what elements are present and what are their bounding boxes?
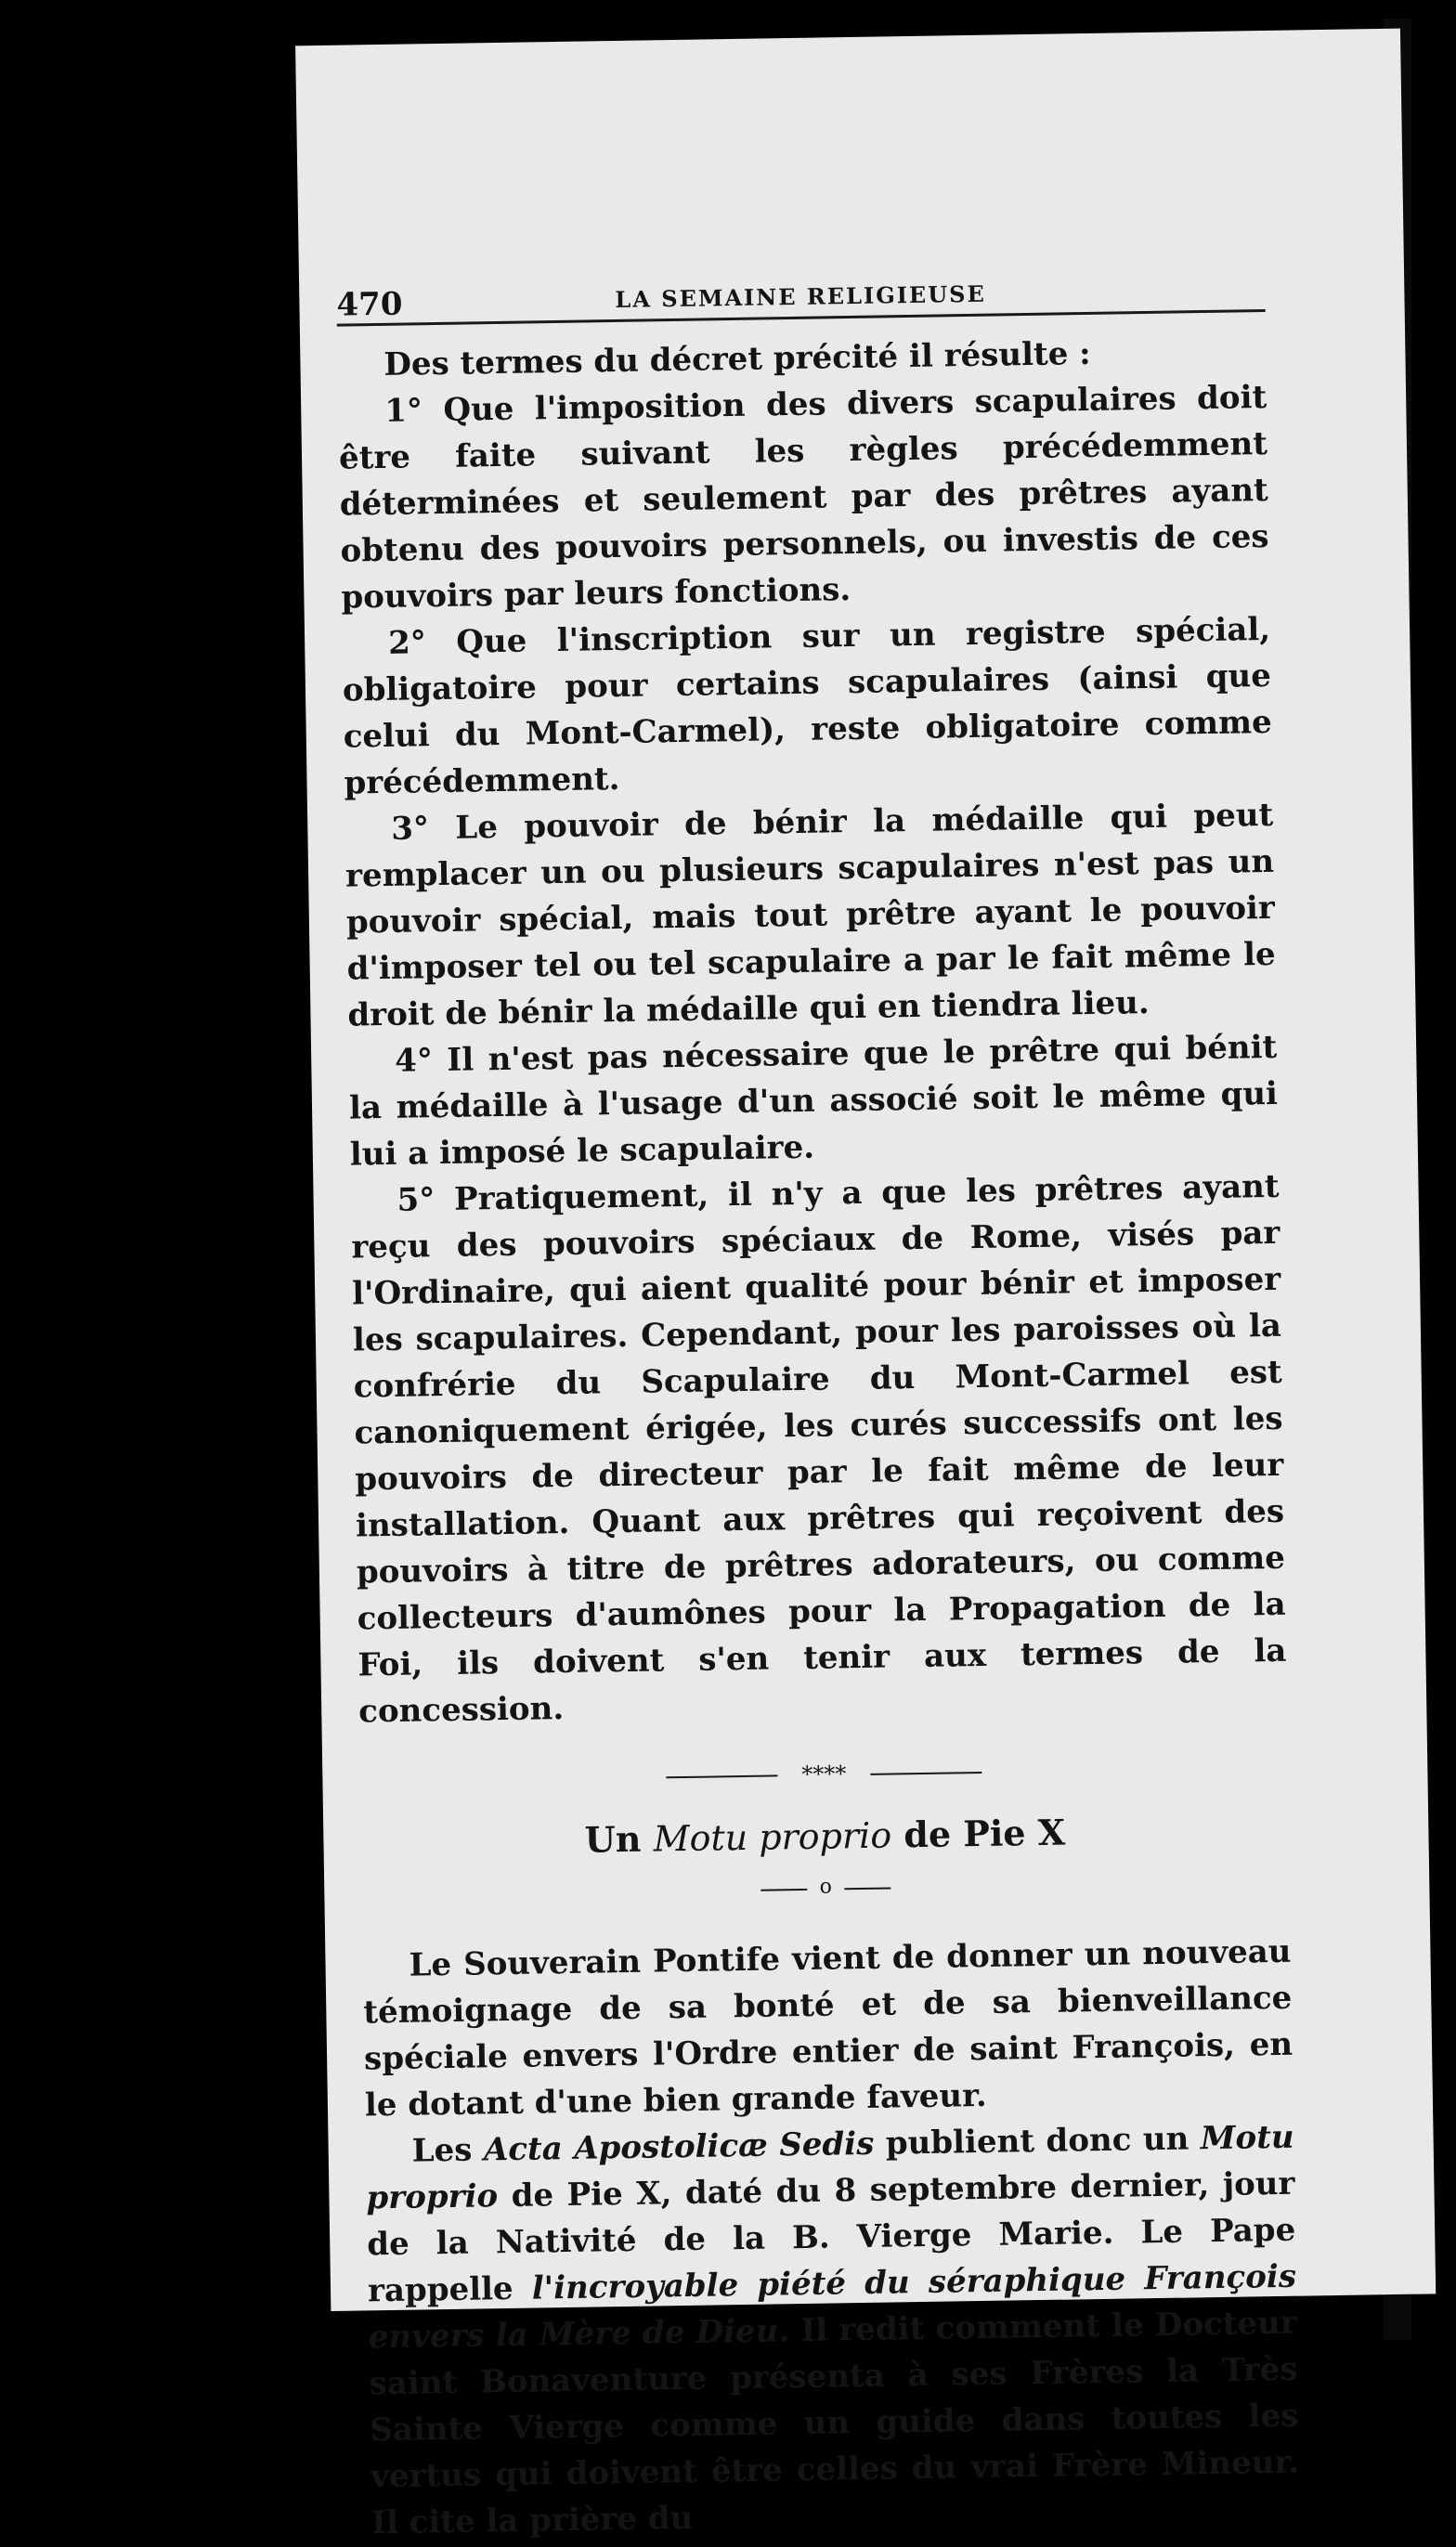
section-title (360, 1808, 1290, 1865)
page-body (337, 328, 1300, 2546)
p2-italic-d: Motu proprio (366, 2118, 1294, 2217)
separator-circle: o (760, 1875, 890, 1900)
section-title-suffix: de Pie X (903, 1811, 1066, 1856)
p2-italic-b: Acta Apostolicæ Sedis (483, 2125, 875, 2169)
section-paragraph-2 (365, 2114, 1300, 2547)
section-paragraph-1: Le Souverain Pontife vient de donner un nouveau témoignage de sa bonté et de sa bienveillance spéciale envers l'Ordre entier de saint François, en le dotant d'une bien grande faveur. (363, 1932, 1294, 2125)
paragraph-intro: Des termes du décret précité il résulte : (384, 334, 1091, 383)
paragraph-point-1: 1° Que l'imposition des divers scapulaires doit être faite suivant les règles précédemment déterminées et seulement par des prêtres ayant obtenu des pouvoirs personnels, ou investis de ces pouvoirs par leurs fonctions. (338, 378, 1269, 617)
p2-italic-f: l'incroyable piété du séraphique François envers la Mère de Dieu. (368, 2257, 1297, 2357)
p2-text-a: Les (411, 2131, 473, 2170)
page-number: 470 (336, 285, 403, 324)
page-header (336, 272, 1266, 327)
paragraph-point-3: 3° Le pouvoir de bénir la médaille qui peut remplacer un ou plusieurs scapulaires n'est pas un pouvoir spécial, mais tout prêtre ayant le pouvoir d'imposer tel ou tel scapulaire a par le fait même le droit de bénir la médaille qui en tiendra lieu. (344, 796, 1276, 1034)
book-page (295, 29, 1436, 2542)
p2-text-e: de Pie X, daté du 8 septembre dernier, jour de la Nativité de la B. Vierge Marie. Le Pape rappelle (366, 2164, 1296, 2310)
paragraph-point-5: 5° Pratiquement, il n'y a que les prêtres ayant reçu des pouvoirs spéciaux de Rome, visés par l'Ordinaire, qui aient qualité pour bénir et imposer les scapulaires. Cependant, pour les paroisses où la confrérie du Scapulaire du Mont-Carmel est canoniquement érigée, les curés successifs ont les pouvoirs de directeur par le fait même de leur installation. Quant aux prêtres qui reçoivent des pouvoirs à titre de prêtres adorateurs, ou comme collecteurs d'aumônes pour la Propagation de la Foi, ils doivent s'en tenir aux termes de la concession. (351, 1167, 1287, 1731)
paragraph-point-4: 4° Il n'est pas nécessaire que le prêtre qui bénit la médaille à l'usage d'un associé soit le même qui lui a imposé le scapulaire. (348, 1028, 1279, 1174)
section-title-prefix: Un (584, 1817, 642, 1861)
separator-stars: **** (666, 1759, 982, 1789)
running-title: LA SEMAINE RELIGIEUSE (615, 279, 986, 313)
section-title-italic: Motu proprio (653, 1814, 892, 1860)
paragraph-point-2: 2° Que l'inscription sur un registre spécial, obligatoire pour certains scapulaires (ainsi que celui du Mont-Carmel), reste obligatoire comme précédemment. (342, 610, 1272, 802)
p2-text-g: Il redit comment le Docteur saint Bonaventure présenta à ses Frères la Très Sainte Vierge comme un guide dans toutes les vertus qui doivent être celles du vrai Frère Mineur. Il cite la prière du (369, 2304, 1300, 2542)
p2-text-c: publient donc un (885, 2120, 1190, 2163)
